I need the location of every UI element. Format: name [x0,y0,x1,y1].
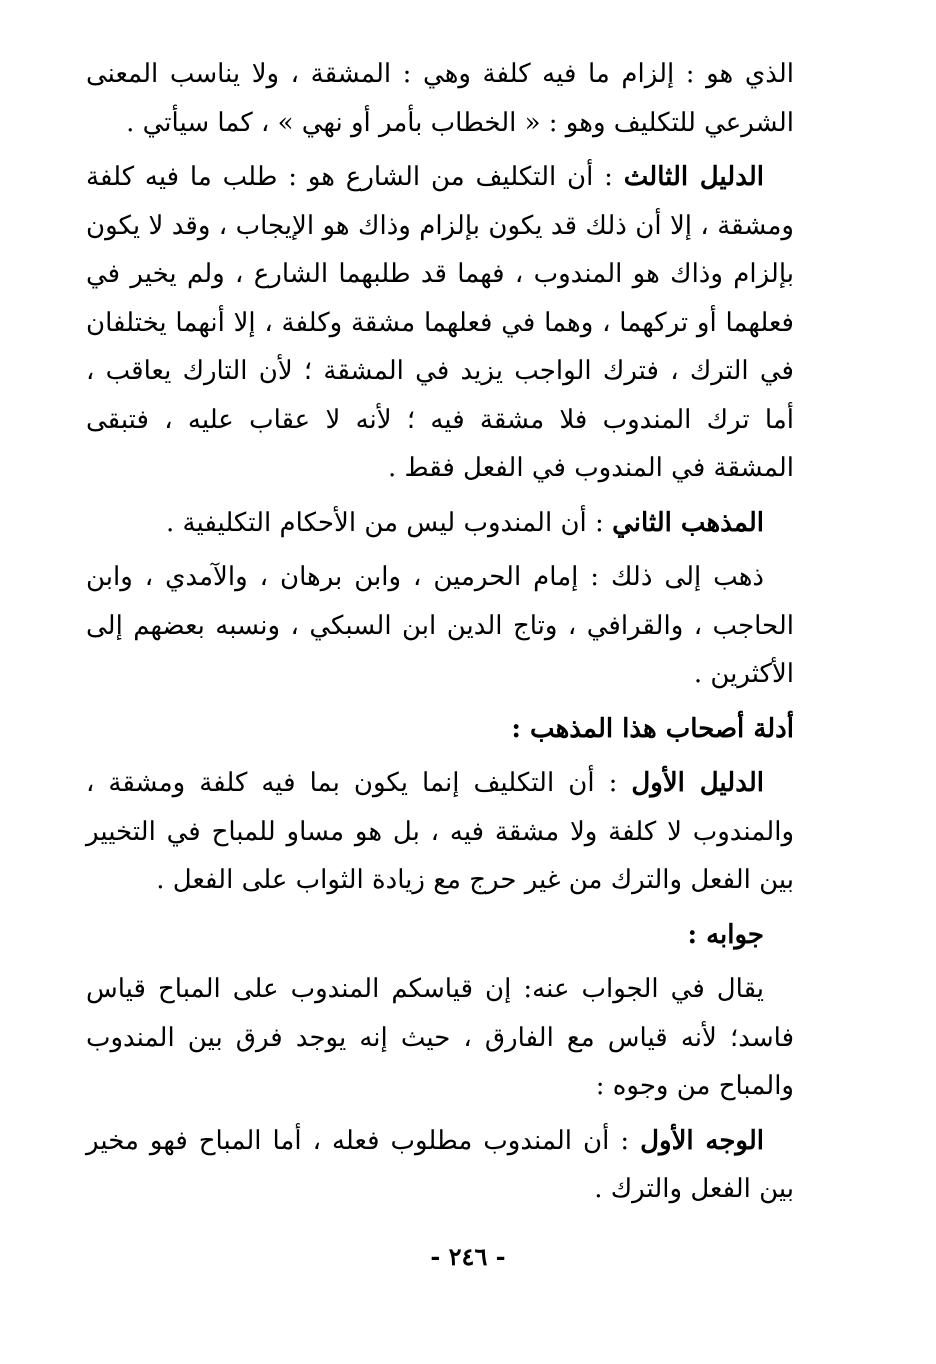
paragraph-first-aspect [86,1117,794,1214]
third-evidence-heading: الدليل الثالث [623,162,764,192]
page-body [86,50,794,1220]
first-aspect-text: : أن المندوب مطلوب فعله ، أما المباح فهو مخير بين الفعل والترك . [86,1125,794,1204]
paragraph-second-school [86,499,794,548]
first-evidence-heading: الدليل الأول [631,768,764,798]
first-aspect-heading: الوجه الأول [640,1125,765,1156]
paragraph-proponents: ذهب إلى ذلك : إمام الحرمين ، وابن برهان ، والآمدي ، وابن الحاجب ، والقرافي ، وتاج الدين ابن السبكي ، ونسبه بعضهم إلى الأكثرين . [86,562,794,689]
paragraph-answer: يقال في الجواب عنه: إن قياسكم المندوب على المباح قياس فاسد؛ لأنه قياس مع الفارق ، حيث إنه يوجد فرق بين المندوب والمباح من وجوه : [86,974,794,1101]
second-school-text: : أن المندوب ليس من الأحكام التكليفية . [166,507,613,538]
paragraph-third-evidence [86,153,794,493]
paragraph-first-evidence [86,759,794,905]
evidence-section-heading: أدلة أصحاب هذا المذهب : [511,713,794,744]
paragraph-1: الذي هو : إلزام ما فيه كلفة وهي : المشقة ، ولا يناسب المعنى الشرعي للتكليف وهو : « الخطاب بأمر أو نهي » ، كما سيأتي . [86,59,794,138]
answer-heading: جوابه : [687,919,764,950]
page-number: - ٢٤٦ - [430,1242,506,1271]
first-evidence-text: : أن التكليف إنما يكون بما فيه كلفة ومشقة ، والمندوب لا كلفة ولا مشقة فيه ، بل هو مساو للمباح في التخيير بين الفعل والترك من غير حرج مع زيادة الثواب على الفعل . [86,768,794,895]
third-evidence-text: : أن التكليف من الشارع هو : طلب ما فيه كلفة ومشقة ، إلا أن ذلك قد يكون بإلزام وذاك هو الإيجاب ، وقد لا يكون بإلزام وذاك هو المندوب ، فهما قد طلبهما الشارع ، ولم يخير في فعلهما أو تركهما ، وهما في فعلهما مشقة وكلفة ، إلا أنهما يختلفان في الترك ، فترك الواجب يزيد في المشقة ؛ لأن التارك يعاقب ، أما ترك المندوب فلا مشقة فيه ؛ لأنه لا عقاب عليه ، فتبقى المشقة في المندوب في الفعل فقط . [86,162,794,483]
second-school-heading: المذهب الثاني [612,507,764,538]
